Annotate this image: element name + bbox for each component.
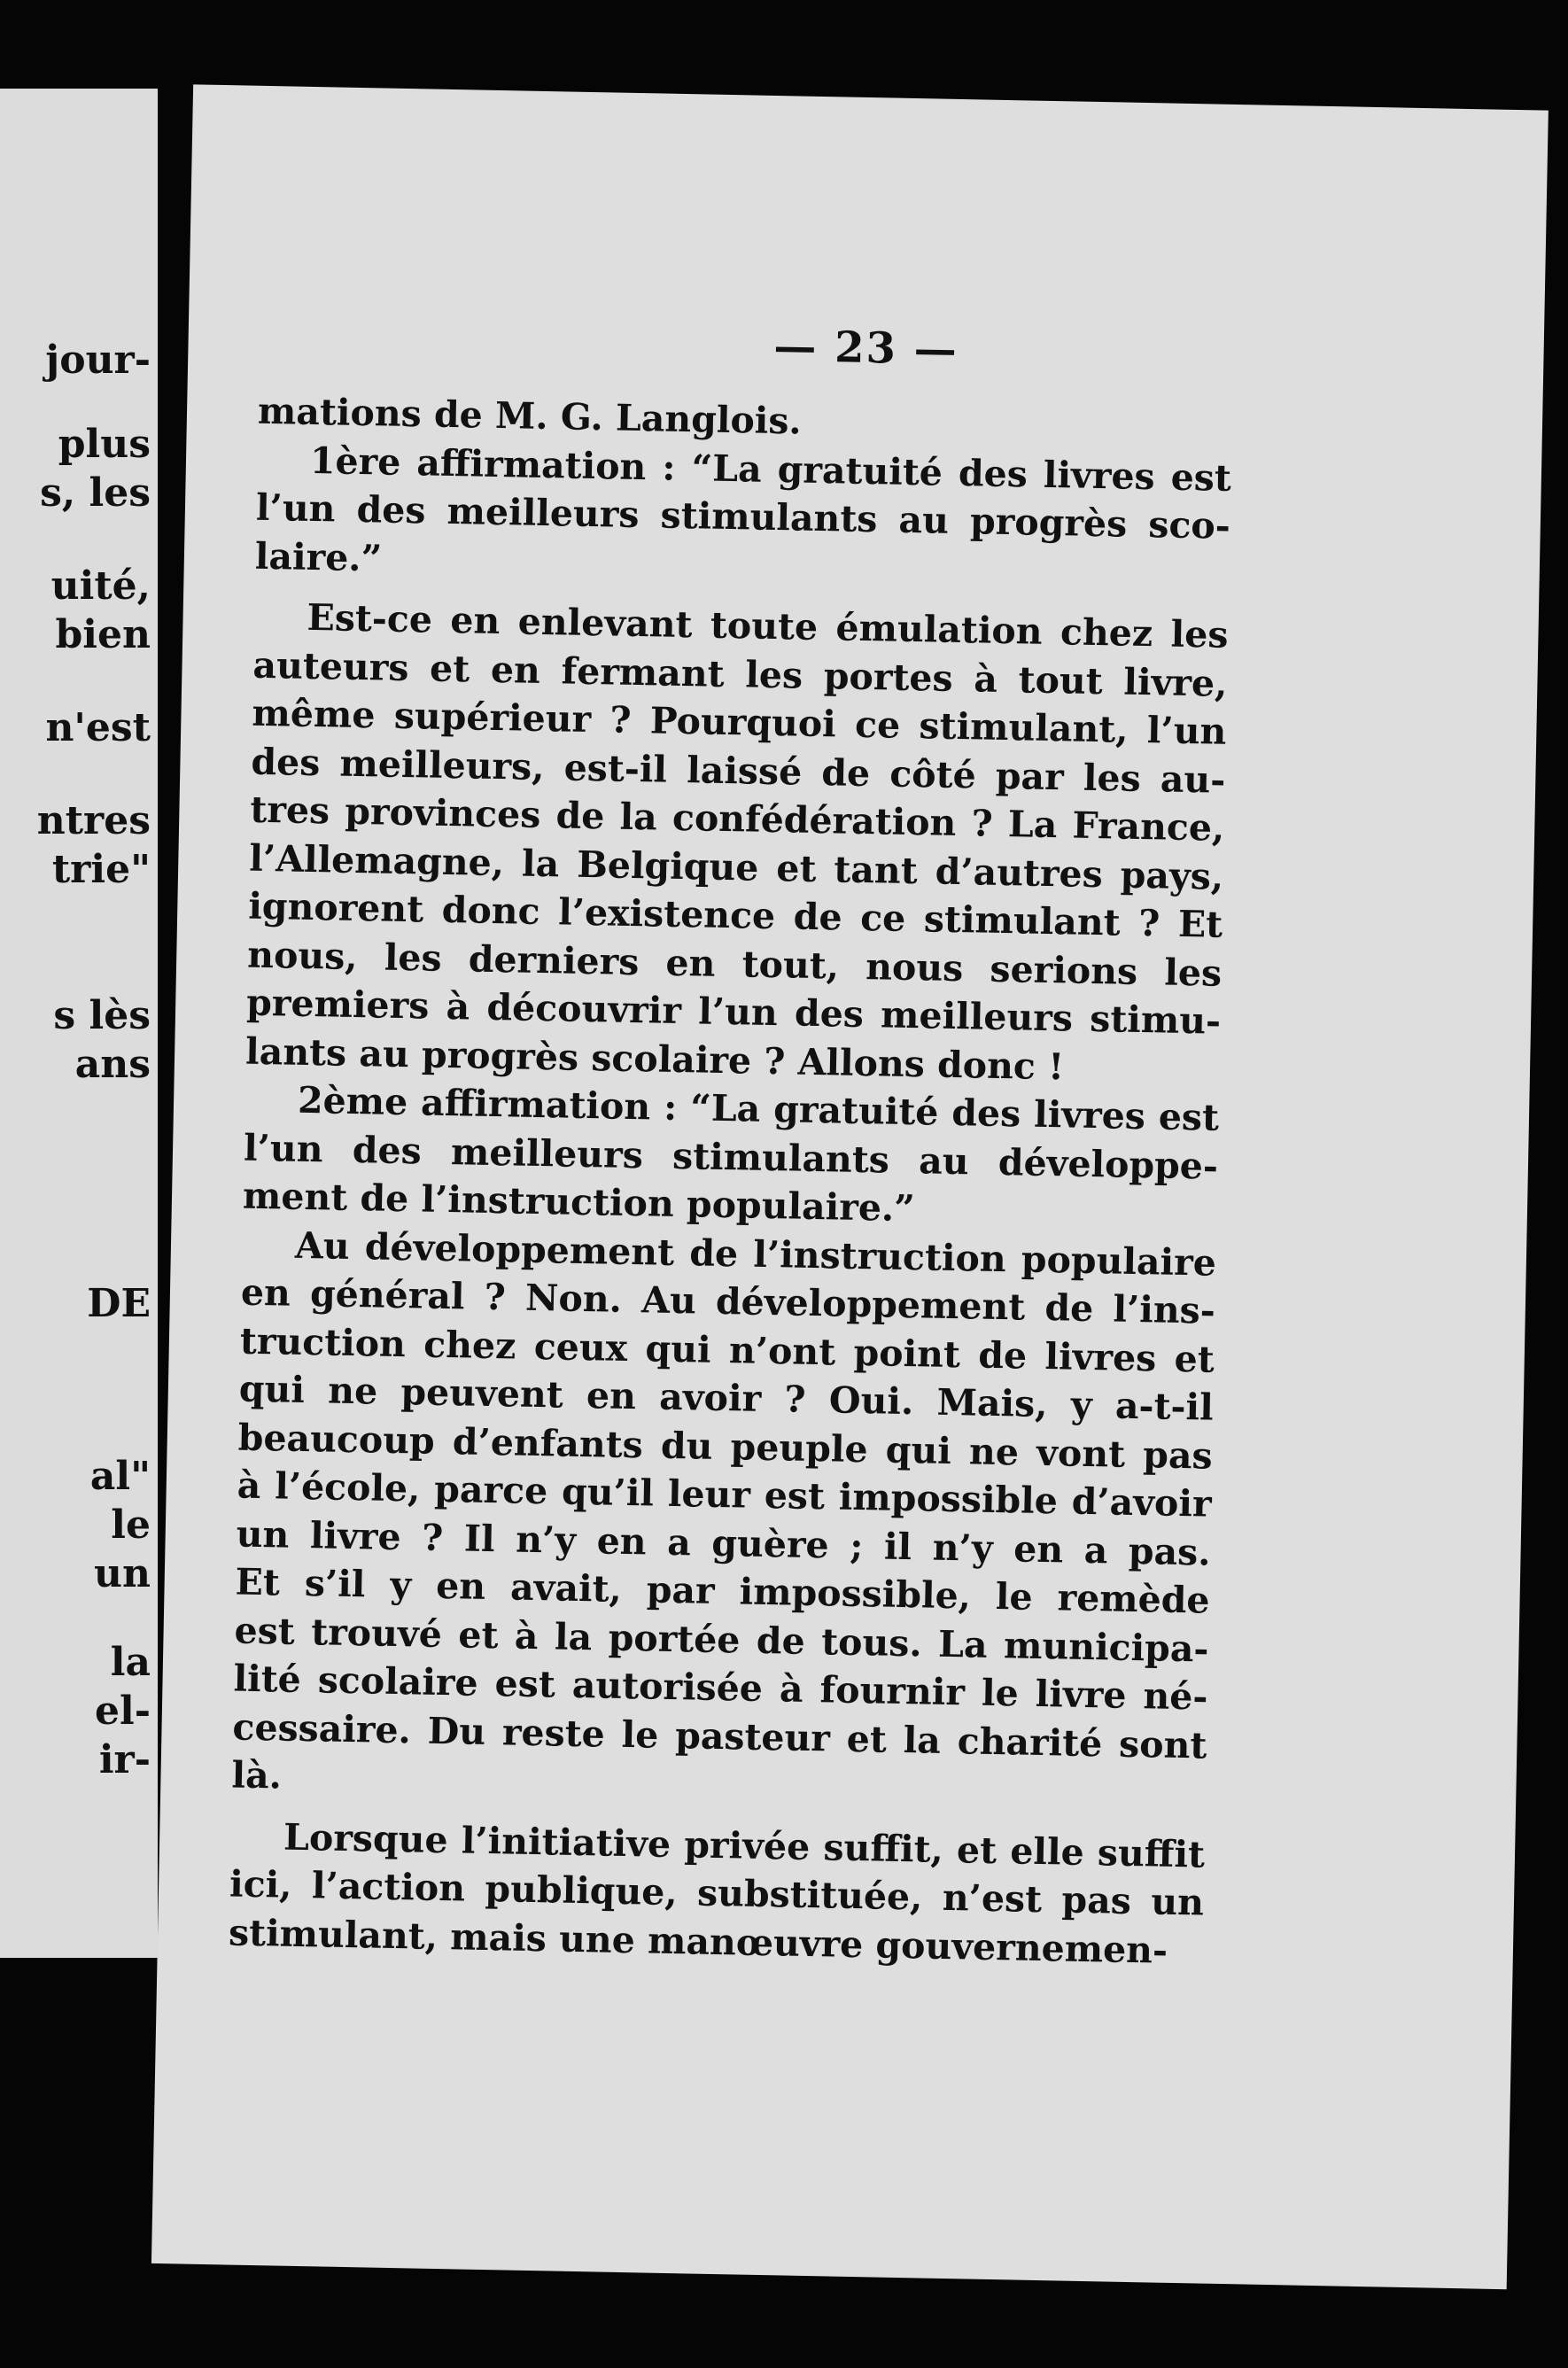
text-line: laire.” (254, 534, 383, 579)
left-page-fragment: ntres (36, 798, 151, 843)
text-line: à l’école, parce qu’il leur est impossible d’avoir (237, 1464, 1213, 1526)
left-page-fragment: jour- (45, 338, 151, 383)
text-line: cessaire. Du reste le pasteur et la charité sont (232, 1705, 1207, 1767)
text-line: truction chez ceux qui n’ont point de livres et (239, 1319, 1215, 1381)
text-line: mations de M. G. Langlois. (257, 389, 803, 443)
text-line: l’un des meilleurs stimulants au progrès sco- (255, 485, 1231, 547)
left-page-fragment: le (111, 1502, 151, 1548)
text-line: 2ème affirmation : “La gratuité des livres est (297, 1078, 1220, 1139)
text-line: 1ère affirmation : “La gratuité des livres est (309, 439, 1232, 500)
text-line: ignorent donc l’existence de ce stimulant ? Et (247, 884, 1223, 946)
text-line: lants au progrès scolaire ? Allons donc ! (245, 1029, 1065, 1088)
text-line: l’un des meilleurs stimulants au développe- (243, 1126, 1219, 1188)
text-line: en général ? Non. Au développement de l’ins- (240, 1270, 1216, 1332)
book-page (151, 84, 1549, 2289)
text-line: ment de l’instruction populaire.” (242, 1174, 916, 1231)
left-page-fragment: n'est (45, 705, 151, 750)
page-body-text (229, 387, 1233, 1976)
text-line: qui ne peuvent en avoir ? Oui. Mais, y a-t-il (238, 1367, 1215, 1429)
left-page-fragment: al" (89, 1454, 151, 1499)
text-line: ici, l’action publique, substituée, n’est pas un (229, 1862, 1205, 1924)
left-page-fragment: un (94, 1551, 151, 1596)
left-page-fragment: DE (87, 1281, 151, 1326)
previous-page-strip (0, 89, 158, 1958)
text-line: Lorsque l’initiative privée suffit, et elle suffit (283, 1815, 1206, 1876)
text-line: premiers à découvrir l’un des meilleurs stimu- (245, 981, 1222, 1043)
text-line: lité scolaire est autorisée à fournir le livre né- (233, 1657, 1208, 1719)
text-line: tres provinces de la confédération ? La France, (249, 788, 1225, 850)
left-page-fragment: ir- (98, 1737, 151, 1782)
left-page-fragment: trie" (51, 847, 151, 892)
text-line: est trouvé et à la portée de tous. La municipa- (234, 1609, 1209, 1671)
left-page-fragment: la (110, 1640, 151, 1685)
text-line: stimulant, mais une manœuvre gouvernemen- (228, 1910, 1168, 1972)
text-line: Au développement de l’instruction populaire (294, 1223, 1217, 1285)
text-line: Et s’il y en avait, par impossible, le remède (235, 1560, 1210, 1622)
text-line: nous, les derniers en tout, nous serions les (246, 933, 1223, 995)
text-line: un livre ? Il n’y en a guère ; il n’y en a pas. (236, 1512, 1212, 1574)
text-line: Est-ce en enlevant toute émulation chez les (307, 595, 1229, 656)
text-line: beaucoup d’enfants du peuple qui ne vont pas (237, 1416, 1214, 1478)
left-page-fragment: bien (55, 612, 151, 657)
left-page-fragment: s lès (53, 993, 151, 1038)
text-line: auteurs et en fermant les portes à tout livre, (252, 643, 1228, 705)
text-line: l’Allemagne, la Belgique et tant d’autres pays, (248, 836, 1224, 898)
text-line: même supérieur ? Pourquoi ce stimulant, l’un (252, 691, 1227, 753)
page-number: — 23 — (772, 321, 959, 375)
left-page-fragment: el- (95, 1689, 151, 1734)
left-page-fragment: plus (58, 422, 151, 467)
left-page-fragment: ans (74, 1042, 151, 1087)
text-line: là. (231, 1753, 283, 1797)
left-page-fragment: s, les (40, 470, 151, 516)
text-line: des meilleurs, est-il laissé de côté par les au- (251, 740, 1226, 802)
left-page-fragment: uité, (50, 563, 151, 609)
